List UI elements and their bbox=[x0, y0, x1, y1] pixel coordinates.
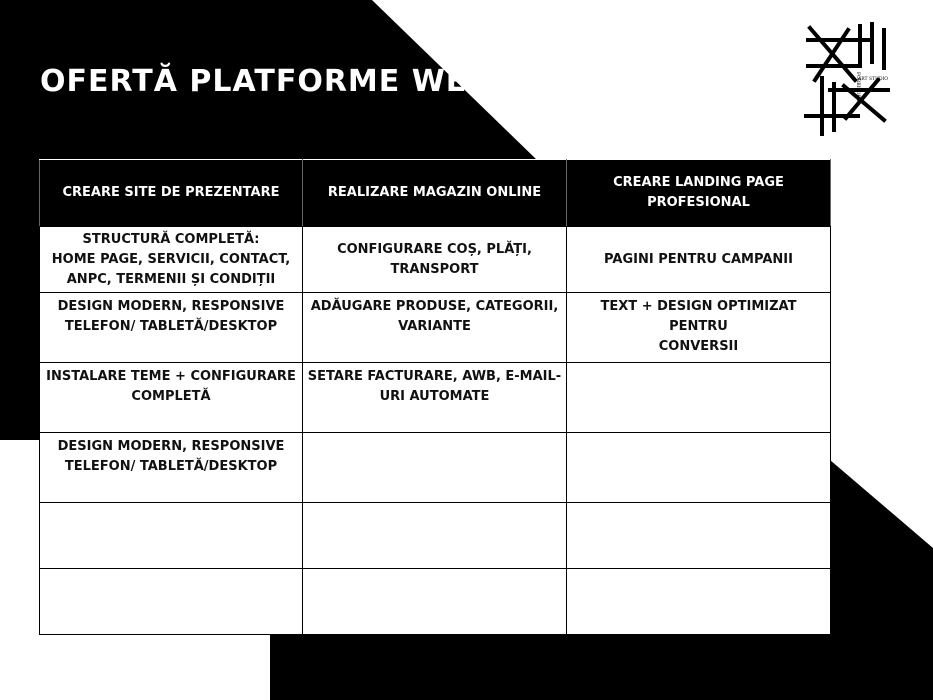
table-cell bbox=[303, 569, 567, 635]
table-header-row bbox=[40, 160, 831, 227]
table-cell: SETARE FACTURARE, AWB, E-MAIL- URI AUTOMATE bbox=[303, 363, 567, 433]
table-cell: ADĂUGARE PRODUSE, CATEGORII, VARIANTE bbox=[303, 293, 567, 363]
table-cell bbox=[567, 503, 831, 569]
header-landing: CREARE LANDING PAGE PROFESIONAL bbox=[567, 160, 831, 227]
logo-text-vertical: FORBIDDEN bbox=[855, 72, 860, 102]
table-cell bbox=[40, 569, 303, 635]
page-title: OFERTĂ PLATFORME WEB bbox=[40, 64, 492, 99]
table-cell: CONFIGURARE COȘ, PLĂȚI, TRANSPORT bbox=[303, 227, 567, 293]
table-row bbox=[40, 227, 831, 293]
table-row bbox=[40, 363, 831, 433]
table-row bbox=[40, 569, 831, 635]
table-cell bbox=[567, 363, 831, 433]
header-magazin: REALIZARE MAGAZIN ONLINE bbox=[303, 160, 567, 227]
table-cell bbox=[303, 433, 567, 503]
table-cell: DESIGN MODERN, RESPONSIVE TELEFON/ TABLETĂ/DESKTOP bbox=[40, 293, 303, 363]
offer-table bbox=[39, 159, 831, 635]
studio-logo bbox=[800, 18, 895, 136]
header-prezentare: CREARE SITE DE PREZENTARE bbox=[40, 160, 303, 227]
table-cell: STRUCTURĂ COMPLETĂ: HOME PAGE, SERVICII, CONTACT, ANPC, TERMENII ȘI CONDIȚII bbox=[40, 227, 303, 293]
logo-text-horizontal: ART STUDIO bbox=[858, 77, 888, 82]
table-cell: DESIGN MODERN, RESPONSIVE TELEFON/ TABLETĂ/DESKTOP bbox=[40, 433, 303, 503]
table-cell bbox=[567, 433, 831, 503]
table-cell: PAGINI PENTRU CAMPANII bbox=[567, 227, 831, 293]
table-cell bbox=[567, 569, 831, 635]
table-cell bbox=[303, 503, 567, 569]
table-row bbox=[40, 433, 831, 503]
table-cell bbox=[40, 503, 303, 569]
table-cell: INSTALARE TEME + CONFIGURARE COMPLETĂ bbox=[40, 363, 303, 433]
table-row bbox=[40, 293, 831, 363]
table-row bbox=[40, 503, 831, 569]
table-cell: TEXT + DESIGN OPTIMIZAT PENTRU CONVERSII bbox=[567, 293, 831, 363]
